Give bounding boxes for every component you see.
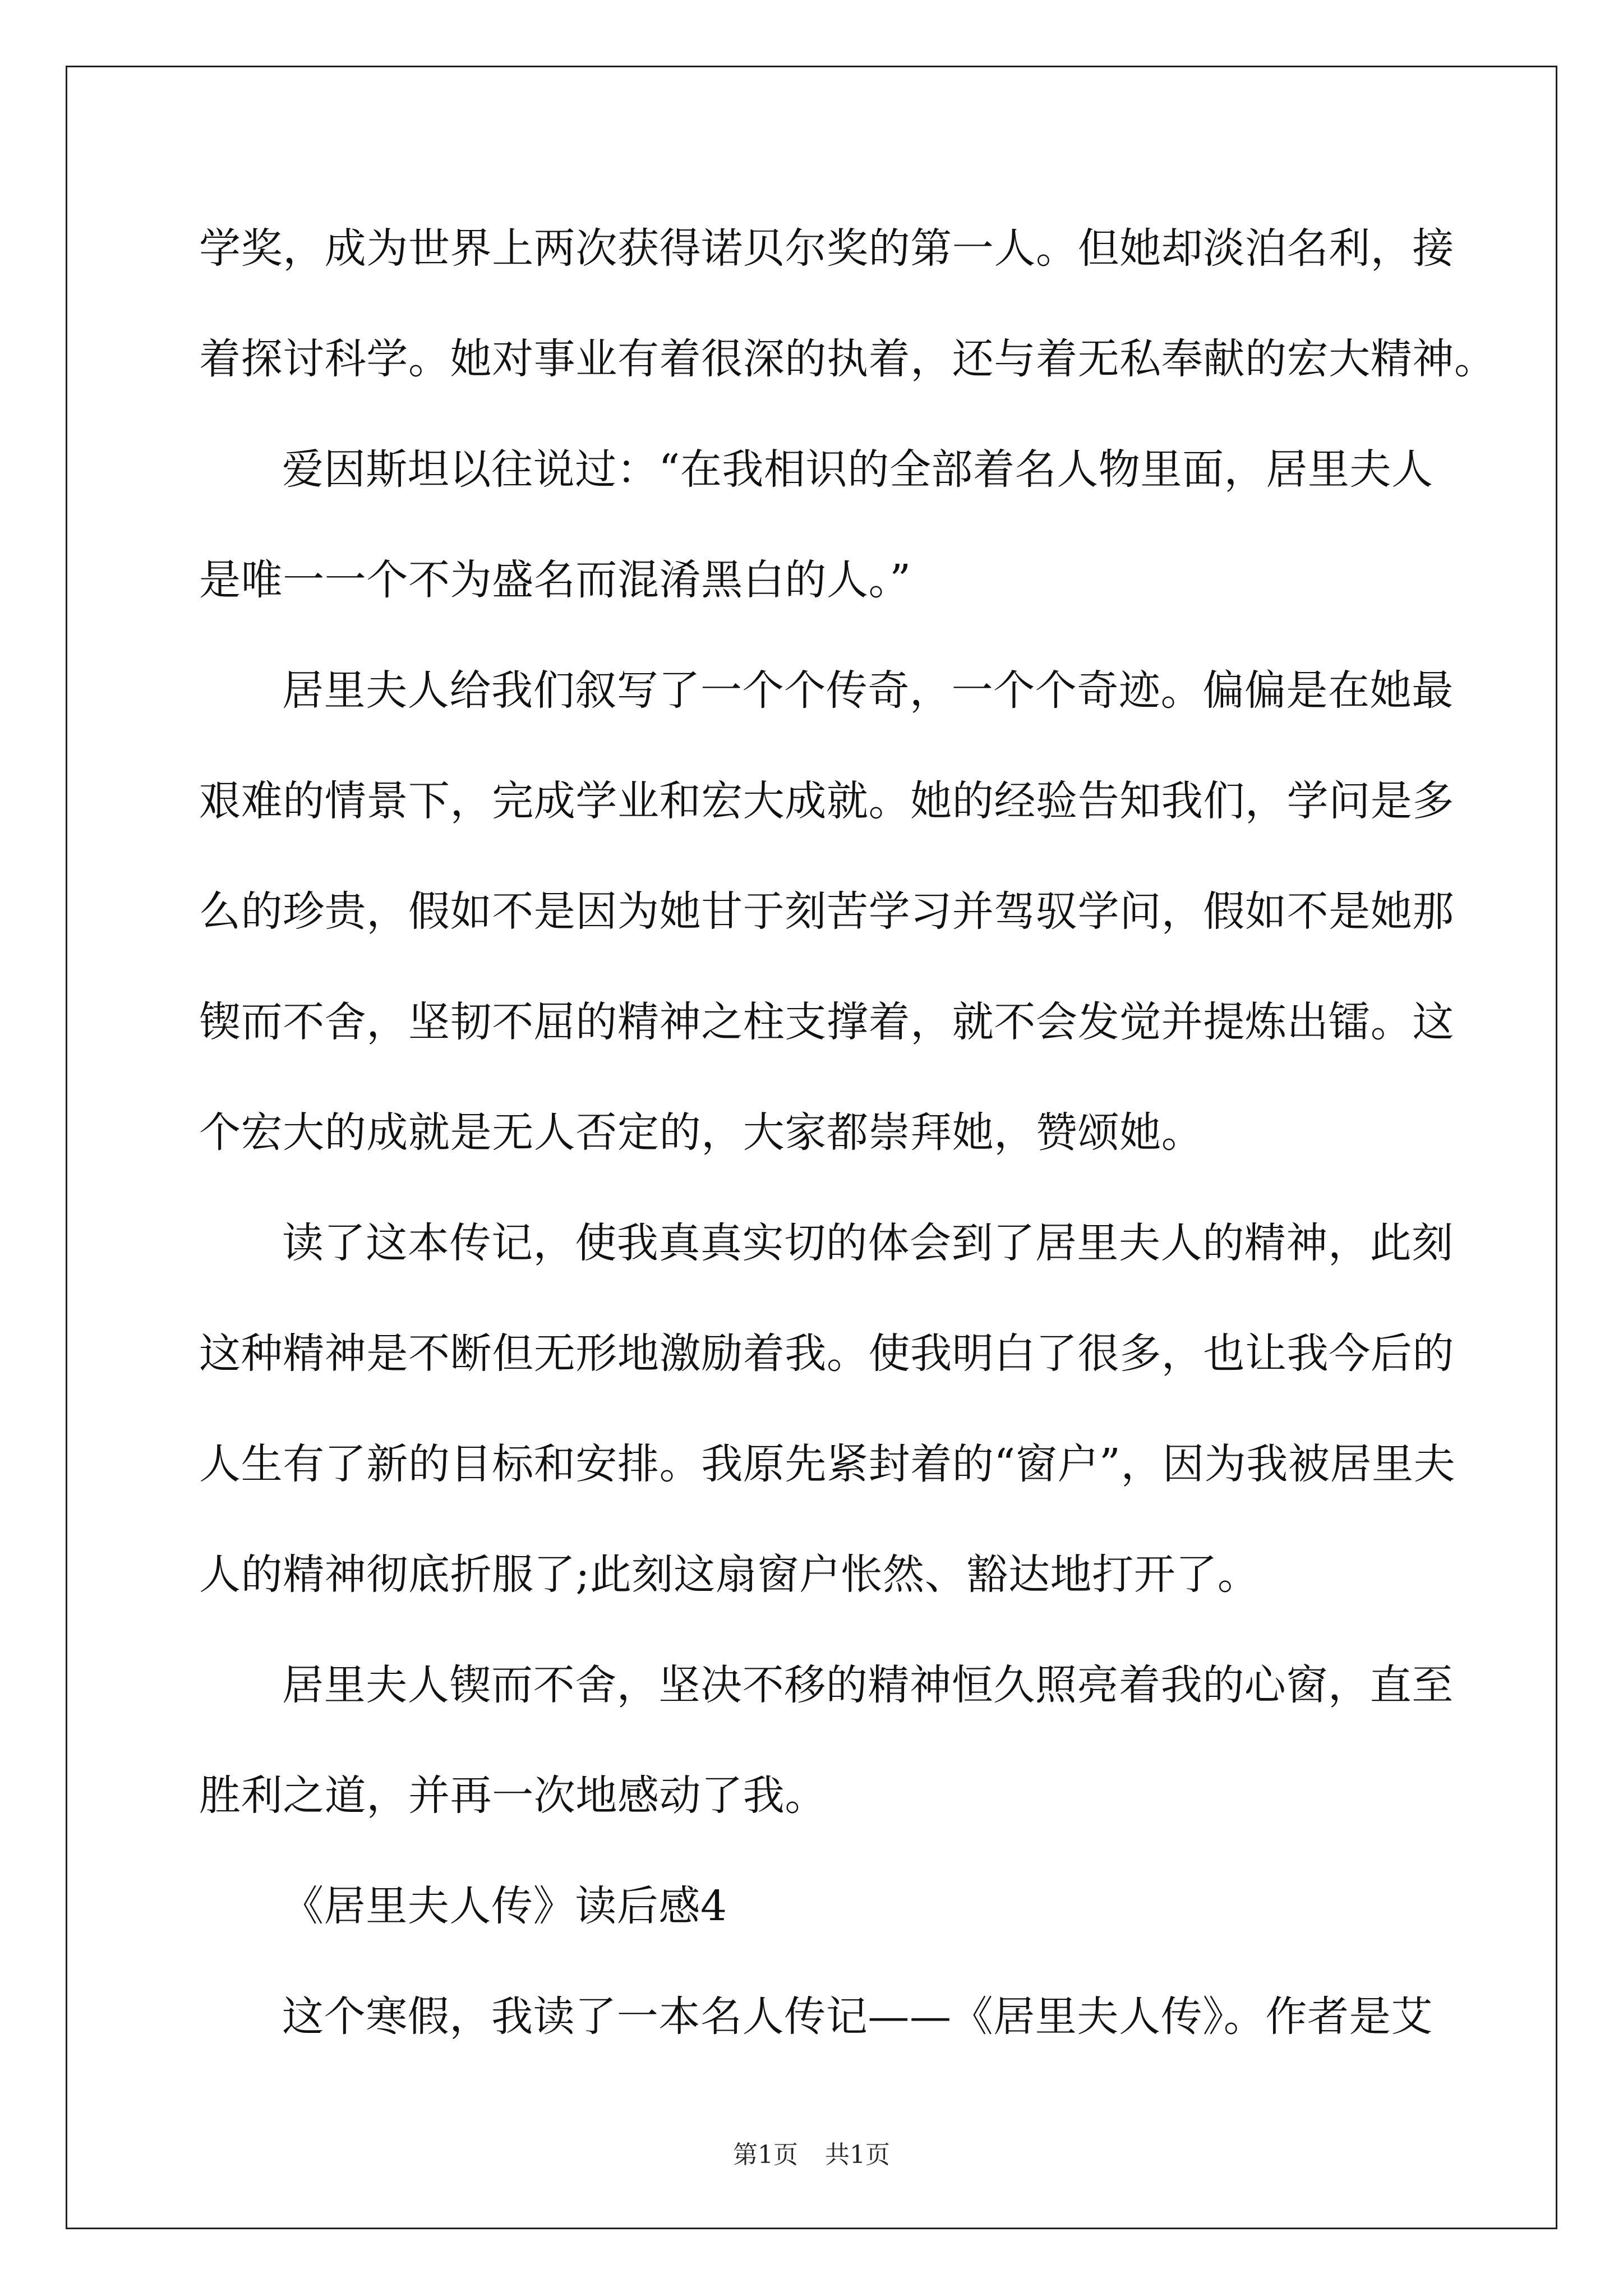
paragraph-line: 人的精神彻底折服了;此刻这扇窗户怅然、豁达地打开了。 (199, 1550, 1260, 1599)
paragraph-line: 是唯一一个不为盛名而混淆黑白的人。” (199, 556, 911, 604)
paragraph-line: 居里夫人锲而不舍，坚决不移的精神恒久照亮着我的心窗，直至 (282, 1661, 1454, 1709)
paragraph-line: 么的珍贵，假如不是因为她甘于刻苦学习并驾驭学问，假如不是她那 (199, 887, 1454, 936)
paragraph-line: 居里夫人给我们叙写了一个个传奇，一个个奇迹。偏偏是在她最 (282, 666, 1454, 715)
paragraph-line: 个宏大的成就是无人否定的，大家都崇拜她，赞颂她。 (199, 1108, 1204, 1157)
section-heading: 《居里夫人传》读后感4 (282, 1882, 727, 1930)
paragraph-line: 着探讨科学。她对事业有着很深的执着，还与着无私奉献的宏大精神。 (199, 335, 1496, 383)
page-number: 第1页 (733, 2141, 798, 2169)
paragraph-line: 胜利之道，并再一次地感动了我。 (199, 1772, 827, 1820)
paragraph-line: 这种精神是不断但无形地激励着我。使我明白了很多，也让我今后的 (199, 1329, 1454, 1378)
page-total: 共1页 (825, 2141, 890, 2169)
paragraph-line: 艰难的情景下，完成学业和宏大成就。她的经验告知我们，学问是多 (199, 777, 1454, 825)
paragraph-line: 这个寒假，我读了一本名人传记——《居里夫人传》。作者是艾 (282, 1993, 1433, 2041)
page-footer (0, 2138, 1623, 2172)
paragraph-line: 爱因斯坦以往说过：“在我相识的全部着名人物里面，居里夫人 (282, 445, 1433, 494)
paragraph-line: 学奖，成为世界上两次获得诺贝尔奖的第一人。但她却淡泊名利，接 (199, 224, 1454, 273)
paragraph-line: 锲而不舍，坚韧不屈的精神之柱支撑着，就不会发觉并提炼出镭。这 (199, 998, 1454, 1046)
paragraph-line: 读了这本传记，使我真真实切的体会到了居里夫人的精神，此刻 (282, 1219, 1454, 1267)
paragraph-line: 人生有了新的目标和安排。我原先紧封着的“窗户”，因为我被居里夫 (199, 1440, 1456, 1488)
